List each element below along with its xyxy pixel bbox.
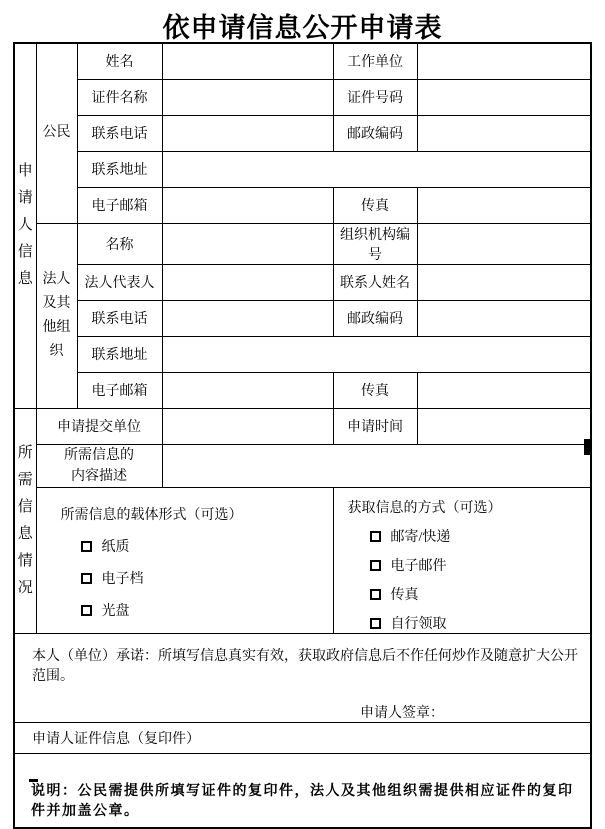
- field-label-citizen-fax: 传真: [333, 187, 417, 223]
- checkbox-fax-icon[interactable]: [370, 589, 381, 600]
- certificate-info-cell: [14, 722, 591, 753]
- section-label-applicant-info-text: 申请人信息: [17, 163, 33, 288]
- field-label-citizen-postal-code: 邮政编码: [333, 115, 417, 151]
- field-label-org-code: 组织机构编号: [333, 223, 417, 264]
- input-citizen-certificate-name[interactable]: [162, 79, 333, 115]
- input-org-name[interactable]: [162, 223, 333, 264]
- note-cell: [14, 753, 591, 828]
- group-label-legal-org: 法人及其他组织: [36, 223, 77, 408]
- input-citizen-certificate-number[interactable]: [417, 79, 591, 115]
- obtain-method-title: 获取信息的方式（可选）: [347, 500, 502, 516]
- application-form-table: [13, 42, 592, 829]
- input-org-fax[interactable]: [417, 372, 591, 408]
- input-application-time[interactable]: [417, 408, 591, 444]
- field-label-org-name: 名称: [77, 223, 162, 264]
- checkbox-paper-icon[interactable]: [81, 541, 92, 552]
- group-label-citizen: 公民: [36, 43, 77, 223]
- field-label-citizen-name: 姓名: [77, 43, 162, 79]
- input-citizen-name[interactable]: [162, 43, 333, 79]
- field-label-submission-unit: 申请提交单位: [36, 408, 162, 444]
- field-label-citizen-address: 联系地址: [77, 151, 162, 187]
- field-label-legal-representative: 法人代表人: [77, 264, 162, 300]
- content-description-label-line2: 内容描述: [71, 468, 127, 484]
- section-label-applicant-info: [14, 43, 36, 408]
- input-submission-unit[interactable]: [162, 408, 333, 444]
- form-title: 依申请信息公开申请表: [162, 13, 443, 43]
- input-citizen-phone[interactable]: [162, 115, 333, 151]
- carrier-format-title: 所需信息的载体形式（可选）: [60, 507, 243, 523]
- option-electronic-file-label: 电子档: [101, 571, 144, 587]
- signature-label: 申请人签章：: [360, 705, 444, 721]
- input-contact-person-name[interactable]: [417, 264, 591, 300]
- input-org-code[interactable]: [417, 223, 591, 264]
- option-mail-express[interactable]: [370, 526, 591, 546]
- option-self-pickup[interactable]: [370, 613, 591, 633]
- field-label-contact-person-name: 联系人姓名: [333, 264, 417, 300]
- field-label-citizen-work-unit: 工作单位: [333, 43, 417, 79]
- input-citizen-postal-code[interactable]: [417, 115, 591, 151]
- section-label-required-info-text: 所需信息情况: [17, 444, 33, 596]
- field-label-org-fax: 传真: [333, 372, 417, 408]
- checkbox-email-icon[interactable]: [370, 560, 381, 571]
- input-org-postal-code[interactable]: [417, 300, 591, 336]
- scan-artifact-dash: [29, 779, 38, 782]
- input-citizen-fax[interactable]: [417, 187, 591, 223]
- field-label-citizen-certificate-number: 证件号码: [333, 79, 417, 115]
- input-legal-representative[interactable]: [162, 264, 333, 300]
- option-fax[interactable]: [370, 584, 591, 604]
- input-content-description[interactable]: [162, 444, 591, 487]
- option-email[interactable]: [370, 555, 591, 575]
- input-org-phone[interactable]: [162, 300, 333, 336]
- field-label-citizen-phone: 联系电话: [77, 115, 162, 151]
- option-cd-label: 光盘: [101, 603, 130, 619]
- option-paper[interactable]: [81, 536, 333, 556]
- section-label-required-info: [14, 408, 36, 633]
- carrier-format-cell: [36, 487, 333, 633]
- option-electronic-file[interactable]: [81, 568, 333, 588]
- checkbox-self-pickup-icon[interactable]: [370, 618, 381, 629]
- option-email-label: 电子邮件: [390, 558, 447, 574]
- pledge-cell: [14, 633, 591, 722]
- content-description-label-line1: 所需信息的: [64, 447, 134, 463]
- input-citizen-work-unit[interactable]: [417, 43, 591, 79]
- scan-artifact-bar: [584, 439, 591, 455]
- field-label-org-email: 电子邮箱: [77, 372, 162, 408]
- option-mail-express-label: 邮寄/快递: [390, 529, 451, 545]
- note-text: 说明：公民需提供所填写证件的复印件，法人及其他组织需提供相应证件的复印件并加盖公章。: [31, 784, 574, 819]
- input-org-address[interactable]: [162, 336, 591, 372]
- option-self-pickup-label: 自行领取: [390, 616, 447, 632]
- input-citizen-email[interactable]: [162, 187, 333, 223]
- checkbox-mail-express-icon[interactable]: [370, 531, 381, 542]
- input-org-email[interactable]: [162, 372, 333, 408]
- pledge-text: 本人（单位）承诺：所填写信息真实有效，获取政府信息后不作任何炒作及随意扩大公开范围。: [32, 648, 578, 684]
- option-paper-label: 纸质: [101, 539, 130, 555]
- field-label-citizen-email: 电子邮箱: [77, 187, 162, 223]
- obtain-method-cell: [333, 487, 591, 633]
- checkbox-cd-icon[interactable]: [81, 605, 92, 616]
- option-cd[interactable]: [81, 600, 333, 620]
- field-label-org-phone: 联系电话: [77, 300, 162, 336]
- option-fax-label: 传真: [390, 587, 419, 603]
- field-label-application-time: 申请时间: [333, 408, 417, 444]
- field-label-citizen-certificate-name: 证件名称: [77, 79, 162, 115]
- certificate-info-label: 申请人证件信息（复印件）: [32, 731, 200, 747]
- input-citizen-address[interactable]: [162, 151, 591, 187]
- field-label-content-description: [36, 444, 162, 487]
- field-label-org-postal-code: 邮政编码: [333, 300, 417, 336]
- field-label-org-address: 联系地址: [77, 336, 162, 372]
- checkbox-electronic-file-icon[interactable]: [81, 573, 92, 584]
